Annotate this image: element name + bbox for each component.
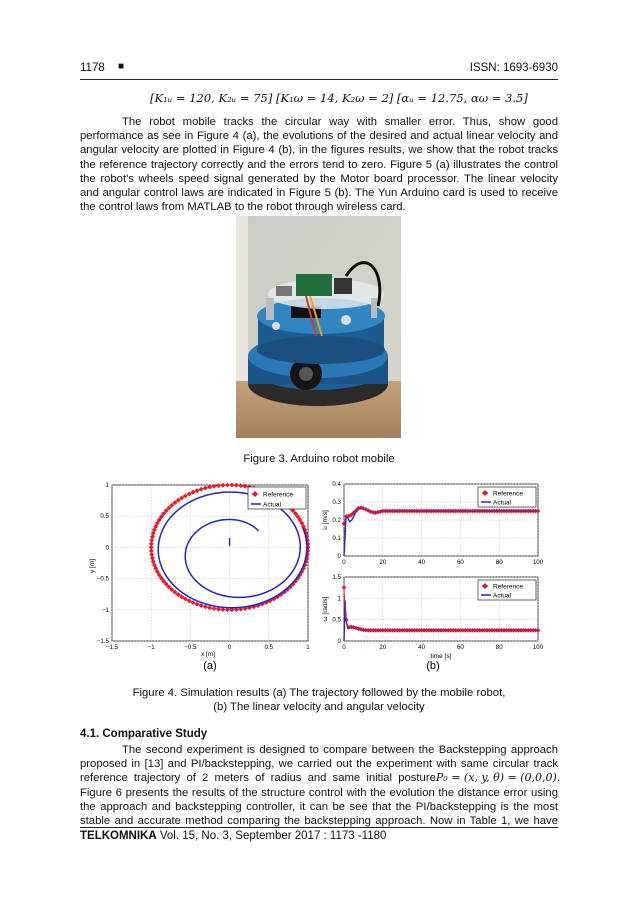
footer-citation: Vol. 15, No. 3, September 2017 : 1173 -1180: [159, 830, 387, 842]
header-rule: [80, 79, 558, 80]
paragraph-line: the control laws from MATLAB to the robot through wireless card.: [80, 201, 406, 214]
footer-rule: [80, 827, 558, 828]
y-tick-label: 1: [105, 482, 109, 489]
x-tick-label: 100: [532, 559, 544, 566]
x-tick-label: 0.5: [264, 644, 274, 651]
y-tick-label: 1: [337, 595, 341, 603]
x-tick-label: 20: [379, 644, 387, 651]
posture-equation: P₀ = (x, y, θ) = (0,0,0).: [435, 771, 561, 785]
y-tick-label: 0: [105, 544, 109, 552]
paragraph-line: the reference trajectory correctly and the errors tend to zero. Figure 5 (a) illustrates the control: [80, 158, 558, 171]
x-axis-label: x [m]: [200, 651, 216, 658]
paragraph-line: The second experiment is designed to compare between the Backstepping approach: [122, 744, 558, 756]
y-tick-label: −1: [101, 606, 109, 614]
legend: [248, 487, 306, 509]
x-tick-label: −0.5: [184, 644, 197, 651]
paragraph-line: angular velocity are plotted in Figure 4 (b), in the figures results, we show that the robot tracks: [80, 144, 558, 157]
paragraph-text: reference trajectory of 2 meters of radius and same initial posture: [80, 772, 436, 785]
paragraph-line: performance as see in Figure 4 (a), the evolutions of the desired and actual linear velocity and: [80, 130, 558, 143]
paragraph-line: Figure 6 presents the results of the structure control with the evolution the distance error using: [80, 786, 558, 799]
panel-label-b: (b): [426, 660, 440, 672]
legend-actual: Actual: [493, 592, 512, 600]
legend-reference: Reference: [493, 490, 523, 498]
x-tick-label: 80: [495, 644, 503, 651]
y-tick-label: 0.5: [332, 616, 341, 624]
legend-actual: Actual: [493, 499, 512, 507]
x-tick-label: 80: [495, 559, 503, 566]
x-axis-label: time [s]: [430, 653, 452, 660]
header-square: ■: [118, 61, 125, 72]
x-tick-label: 60: [456, 644, 464, 651]
x-tick-label: 40: [418, 559, 426, 566]
paragraph-2: [80, 743, 561, 828]
figure4-caption-line-2: (b) The linear velocity and angular velocity: [213, 701, 425, 713]
y-tick-label: 1.5: [332, 574, 341, 581]
x-tick-label: 0: [342, 644, 346, 651]
paragraph-line: the approach and backstepping controller, it can be see that the PI/backstepping is the most: [80, 800, 558, 813]
paragraph-line: The robot mobile tracks the circular way with smaller error. Thus, show good: [122, 116, 558, 128]
legend-actual: Actual: [263, 501, 282, 509]
paragraph-line: and angular control laws are indicated in Figure 5 (b). The Yun Arduino card is used to receive: [80, 187, 558, 200]
panel-label-a: (a): [203, 660, 217, 672]
issn: ISSN: 1693-6930: [469, 62, 558, 74]
figure4-caption: [80, 686, 558, 714]
y-axis-label: y [m]: [89, 558, 96, 574]
y-tick-label: 0.5: [100, 513, 109, 521]
x-tick-label: 60: [456, 559, 464, 566]
y-tick-label: 0: [337, 638, 341, 645]
x-tick-label: 40: [418, 644, 426, 651]
x-tick-label: 1: [306, 644, 310, 651]
legend-reference: Reference: [263, 491, 293, 499]
x-tick-label: 0: [227, 644, 232, 651]
paragraph-line: the robot's wheels speed signal generated by the Motor board processor. The linear velocity: [80, 172, 558, 185]
x-tick-label: 0: [342, 559, 346, 566]
x-tick-label: −1: [147, 644, 155, 651]
page-number: 1178: [80, 62, 105, 74]
figure4a-chart: [80, 476, 320, 672]
footer-journal: TELKOMNIKA: [80, 830, 157, 842]
section-heading: 4.1. Comparative Study: [80, 728, 208, 740]
figure4b-angular-chart: [318, 572, 548, 672]
paragraph-line-with-equation: [80, 771, 561, 785]
y-axis-label: u [m/s]: [322, 510, 329, 530]
legend: [478, 580, 536, 600]
y-tick-label: −1.5: [96, 638, 109, 645]
figure4b-velocity-chart: [318, 478, 548, 570]
robot-photo: [236, 216, 401, 438]
legend-reference: Reference: [493, 583, 523, 591]
paragraph-line: stable and accurate method comparing the backstepping approach. Now in Table 1, we have: [80, 815, 558, 828]
gains-equation: [K₁ᵤ = 120, K₂ᵤ = 75] [K₁ω = 14, K₂ω = 2] [αᵤ = 12.75, αω = 3.5]: [150, 91, 528, 105]
paragraph-line: proposed in [13] and PI/backstepping, we carried out the experiment with same circular track: [80, 758, 558, 771]
legend: [478, 487, 536, 507]
y-axis-label: ω [rad/s]: [322, 596, 329, 622]
footer: [80, 830, 386, 842]
y-tick-label: 0: [337, 553, 341, 560]
x-tick-label: −1.5: [105, 644, 119, 651]
paragraph-1: [80, 115, 558, 214]
y-tick-label: 0.1: [332, 535, 341, 542]
x-tick-label: 20: [379, 559, 387, 566]
y-tick-label: −0.5: [96, 575, 109, 583]
x-tick-label: 100: [532, 644, 544, 651]
y-tick-label: 0.2: [332, 517, 341, 524]
y-tick-label: 0.3: [332, 499, 341, 506]
figure4-caption-line-1: Figure 4. Simulation results (a) The trajectory followed by the mobile robot,: [132, 687, 506, 699]
y-tick-label: 0.4: [332, 481, 341, 488]
figure3-caption: Figure 3. Arduino robot mobile: [243, 453, 395, 465]
